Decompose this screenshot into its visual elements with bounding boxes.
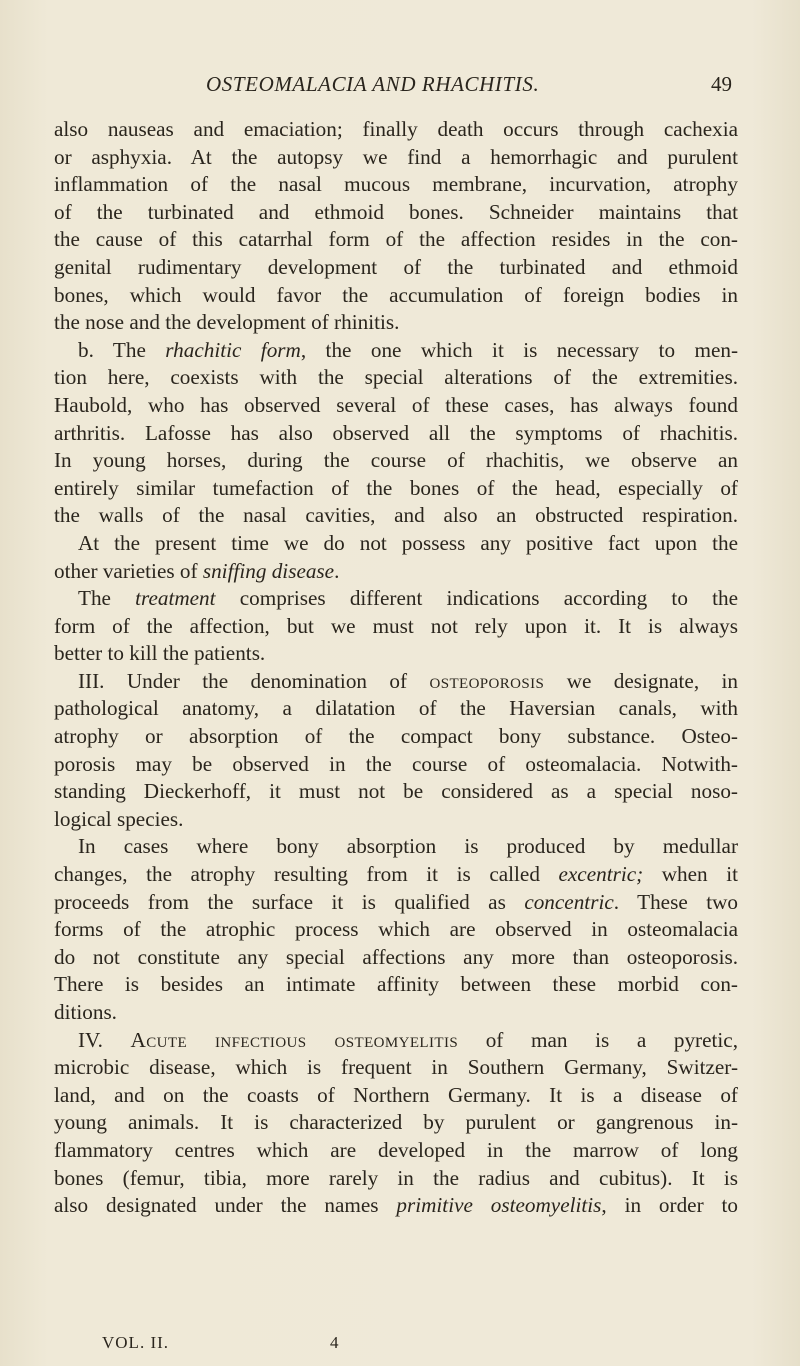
italic-term: excentric; bbox=[558, 862, 644, 887]
text-run: changes, the atrophy resulting from it is called bbox=[54, 862, 559, 887]
italic-term: sniffing disease bbox=[202, 558, 335, 583]
text-run: other varieties of bbox=[54, 558, 203, 583]
text-line: the cause of this catarrhal form of the affection resides in the con- bbox=[54, 227, 738, 252]
text-line: the nose and the development of rhinitis. bbox=[54, 310, 400, 335]
text-line: of the turbinated and ethmoid bones. Schneider maintains that bbox=[54, 199, 738, 224]
text-line bbox=[54, 668, 738, 696]
running-title: OSTEOMALACIA AND RHACHITIS. bbox=[206, 72, 540, 96]
text-line: pathological anatomy, a dilatation of the Haversian canals, with bbox=[54, 696, 738, 721]
text-line bbox=[54, 1192, 738, 1220]
text-line: atrophy or absorption of the compact bony substance. Osteo- bbox=[54, 724, 738, 749]
text-line: There is besides an intimate affinity between these morbid con- bbox=[54, 972, 738, 997]
italic-term: rhachitic form bbox=[165, 337, 301, 362]
page-number: 49 bbox=[711, 72, 732, 96]
text-line: tion here, coexists with the special alterations of the extremities. bbox=[54, 365, 738, 390]
body-text bbox=[54, 116, 738, 1220]
text-line: bones, which would favor the accumulation of foreign bodies in bbox=[54, 282, 738, 307]
text-line: do not constitute any special affections any more than osteoporosis. bbox=[54, 944, 738, 969]
text-line: forms of the atrophic process which are observed in osteomalacia bbox=[54, 917, 738, 942]
text-line bbox=[54, 585, 738, 613]
text-line: the walls of the nasal cavities, and also an obstructed respiration. bbox=[54, 503, 738, 528]
text-run: we designate, in bbox=[544, 668, 738, 693]
text-run: proceeds from the surface it is qualified as bbox=[54, 889, 525, 914]
text-run: comprises different indications according to the bbox=[215, 586, 738, 611]
text-line: arthritis. Lafosse has also observed all the symptoms of rhachitis. bbox=[54, 420, 738, 445]
text-line bbox=[54, 889, 738, 917]
text-run: also designated under the names bbox=[54, 1193, 397, 1218]
page-footer bbox=[102, 1333, 702, 1357]
text-run: of man is a pyretic, bbox=[458, 1027, 738, 1052]
text-line: flammatory centres which are developed in the marrow of long bbox=[54, 1137, 738, 1162]
text-line bbox=[54, 558, 738, 586]
text-line bbox=[54, 1027, 738, 1055]
text-run: , in order to bbox=[601, 1193, 738, 1218]
text-line: At the present time we do not possess any positive fact upon the bbox=[78, 530, 738, 555]
text-line: In young horses, during the course of rhachitis, we observe an bbox=[54, 448, 738, 473]
text-line: standing Dieckerhoff, it must not be considered as a special noso- bbox=[54, 779, 738, 804]
text-line: ditions. bbox=[54, 1000, 117, 1024]
text-run: . bbox=[334, 558, 340, 583]
text-run: III. Under the denomination of bbox=[78, 668, 430, 693]
italic-term: primitive osteomyelitis bbox=[396, 1193, 602, 1218]
running-head bbox=[72, 72, 732, 102]
signature-mark: 4 bbox=[330, 1333, 339, 1352]
text-line: form of the affection, but we must not rely upon it. It is always bbox=[54, 613, 738, 638]
text-line: bones (femur, tibia, more rarely in the radius and cubitus). It is bbox=[54, 1165, 738, 1190]
text-run: The bbox=[78, 586, 136, 611]
italic-term: treatment bbox=[135, 586, 216, 611]
text-line bbox=[54, 861, 738, 889]
small-caps-term: Acute infectious osteomyelitis bbox=[130, 1027, 459, 1052]
text-line: genital rudimentary development of the turbinated and ethmoid bbox=[54, 254, 738, 279]
text-line bbox=[54, 337, 738, 365]
text-line: In cases where bony absorption is produced by medullar bbox=[78, 834, 738, 859]
text-line: logical species. bbox=[54, 806, 184, 831]
text-run: when it bbox=[643, 862, 738, 887]
text-line: also nauseas and emaciation; finally death occurs through cachexia bbox=[54, 117, 738, 141]
text-line: land, and on the coasts of Northern Germany. It is a disease of bbox=[54, 1082, 738, 1107]
text-line: porosis may be observed in the course of osteomalacia. Notwith- bbox=[54, 751, 738, 776]
text-run: b. The bbox=[78, 337, 166, 362]
text-line: entirely similar tumefaction of the bones of the head, especially of bbox=[54, 475, 738, 500]
text-run: IV. bbox=[78, 1027, 131, 1052]
italic-term: concentric bbox=[524, 889, 614, 914]
text-line: Haubold, who has observed several of these cases, has always found bbox=[54, 392, 738, 417]
volume-label: VOL. II. bbox=[102, 1333, 170, 1352]
text-line: better to kill the patients. bbox=[54, 641, 266, 666]
text-run: , the one which it is necessary to men- bbox=[300, 337, 738, 362]
text-line: microbic disease, which is frequent in Southern Germany, Switzer- bbox=[54, 1055, 738, 1080]
text-line: young animals. It is characterized by purulent or gangrenous in- bbox=[54, 1110, 738, 1135]
text-line: or asphyxia. At the autopsy we find a hemorrhagic and purulent bbox=[54, 144, 738, 169]
text-line: inflammation of the nasal mucous membrane, incurvation, atrophy bbox=[54, 172, 738, 197]
text-run: . These two bbox=[613, 889, 738, 914]
small-caps-term: osteoporosis bbox=[429, 668, 545, 693]
